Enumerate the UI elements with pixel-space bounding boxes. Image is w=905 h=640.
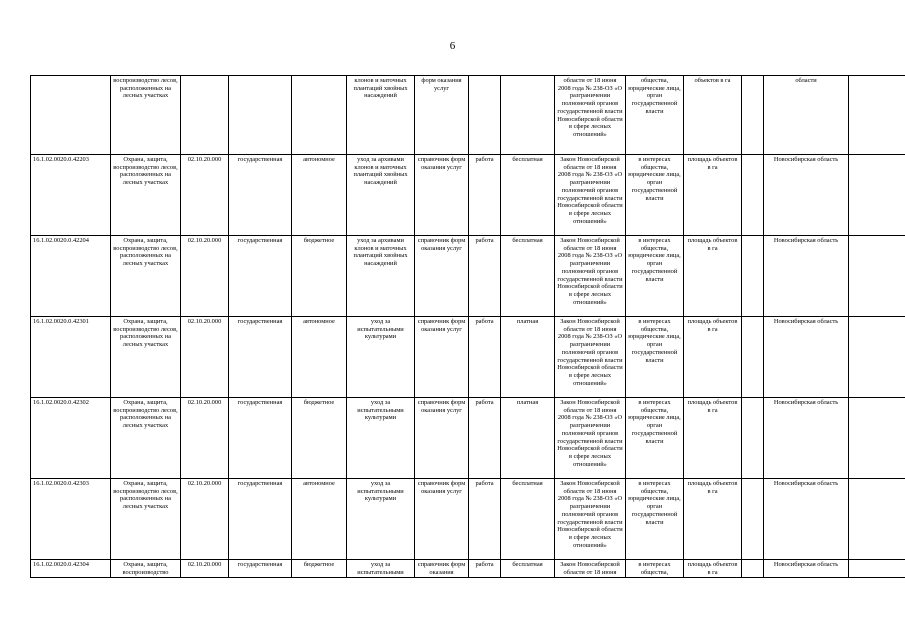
cell-indicator: площадь объектов в га (684, 479, 742, 560)
cell-institution: автономное (292, 155, 347, 236)
table-row (31, 479, 905, 560)
cell-service: Охрана, защита, воспроизводство (111, 560, 181, 578)
cell-code (31, 76, 111, 155)
cell-service: Охрана, защита, воспроизводство лесов, расположенных на лесных участках (111, 398, 181, 479)
cell-type: работа (469, 560, 501, 578)
cell-consumers: в интересах общества, юридические лица, орган государственной власти (626, 317, 684, 398)
cell-ownership: государственная (229, 317, 292, 398)
cell-indicator: площадь объектов в га (684, 236, 742, 317)
cell-blank2 (849, 76, 905, 155)
cell-okved: 02.10.20.000 (181, 479, 229, 560)
cell-payment: платная (501, 317, 555, 398)
cell-ownership (229, 76, 292, 155)
cell-type (469, 76, 501, 155)
cell-region: Новосибирская область (764, 560, 849, 578)
cell-law: Закон Новосибирской области от 18 июня 2008 года № 238-ОЗ «О разграничении полномочий органов государственной власти Новосибирской области в сфере лесных отношений» (555, 398, 626, 479)
cell-form: справочник форм оказания услуг (415, 236, 469, 317)
cell-type: работа (469, 398, 501, 479)
cell-region: Новосибирская область (764, 236, 849, 317)
cell-blank2 (849, 398, 905, 479)
cell-institution (292, 76, 347, 155)
table-row (31, 560, 905, 578)
services-registry-table (30, 75, 905, 578)
cell-blank1 (742, 398, 764, 479)
cell-ownership: государственная (229, 155, 292, 236)
cell-form: справочник форм оказания услуг (415, 155, 469, 236)
cell-consumers: общества, юридические лица, орган государственной власти (626, 76, 684, 155)
cell-ownership: государственная (229, 236, 292, 317)
cell-service: Охрана, защита, воспроизводство лесов, расположенных на лесных участках (111, 236, 181, 317)
cell-law: Закон Новосибирской области от 18 июня 2008 года № 238-ОЗ «О разграничении полномочий органов государственной власти Новосибирской области в сфере лесных отношений» (555, 155, 626, 236)
cell-okved: 02.10.20.000 (181, 155, 229, 236)
table-row (31, 155, 905, 236)
cell-indicator: площадь объектов в га (684, 317, 742, 398)
cell-activity: клонов и маточных плантаций хвойных насаждений (347, 76, 415, 155)
cell-code: 16.1.02.0020.0.42203 (31, 155, 111, 236)
cell-activity: уход за архивами клонов и маточных плантаций хвойных насаждений (347, 236, 415, 317)
cell-activity: уход за испытательными культурами (347, 479, 415, 560)
cell-consumers: в интересах общества, юридические лица, орган государственной власти (626, 479, 684, 560)
cell-okved: 02.10.20.000 (181, 398, 229, 479)
cell-blank2 (849, 560, 905, 578)
cell-region: Новосибирская область (764, 155, 849, 236)
cell-activity: уход за архивами клонов и маточных плантаций хвойных насаждений (347, 155, 415, 236)
cell-law: Закон Новосибирской области от 18 июня 2008 года № 238-ОЗ «О разграничении полномочий органов государственной власти Новосибирской области в сфере лесных отношений» (555, 479, 626, 560)
cell-blank1 (742, 317, 764, 398)
cell-payment: бесплатная (501, 155, 555, 236)
cell-activity: уход за испытательными (347, 560, 415, 578)
cell-indicator: площадь объектов в га (684, 155, 742, 236)
cell-blank2 (849, 317, 905, 398)
cell-institution: автономное (292, 317, 347, 398)
cell-law: Закон Новосибирской области от 18 июня 2008 года № 238-ОЗ «О разграничении полномочий органов государственной власти Новосибирской области в сфере лесных отношений» (555, 317, 626, 398)
cell-service: воспроизводство лесов, расположенных на лесных участках (111, 76, 181, 155)
cell-institution: бюджетное (292, 236, 347, 317)
cell-type: работа (469, 317, 501, 398)
cell-law: Закон Новосибирской области от 18 июня (555, 560, 626, 578)
cell-consumers: в интересах общества, юридические лица, орган государственной власти (626, 236, 684, 317)
cell-region: области (764, 76, 849, 155)
cell-law: области от 18 июня 2008 года № 238-ОЗ «О разграничении полномочий органов государственной власти Новосибирской области в сфере лесных отношений» (555, 76, 626, 155)
cell-institution: бюджетное (292, 398, 347, 479)
cell-code: 16.1.02.0020.0.42304 (31, 560, 111, 578)
cell-indicator: площадь объектов в га (684, 560, 742, 578)
cell-okved: 02.10.20.000 (181, 560, 229, 578)
cell-payment: бесплатная (501, 560, 555, 578)
cell-payment (501, 76, 555, 155)
table-row (31, 398, 905, 479)
cell-okved (181, 76, 229, 155)
cell-activity: уход за испытательными культурами (347, 398, 415, 479)
cell-payment: платная (501, 398, 555, 479)
registry-table-body (31, 76, 905, 578)
cell-region: Новосибирская область (764, 398, 849, 479)
cell-form: форм оказания услуг (415, 76, 469, 155)
cell-payment: бесплатная (501, 479, 555, 560)
cell-blank2 (849, 479, 905, 560)
cell-type: работа (469, 236, 501, 317)
cell-blank1 (742, 76, 764, 155)
cell-service: Охрана, защита, воспроизводство лесов, расположенных на лесных участках (111, 479, 181, 560)
cell-form: справочник форм оказания услуг (415, 317, 469, 398)
table-row (31, 236, 905, 317)
cell-ownership: государственная (229, 479, 292, 560)
cell-blank1 (742, 560, 764, 578)
cell-code: 16.1.02.0020.0.42302 (31, 398, 111, 479)
cell-ownership: государственная (229, 398, 292, 479)
cell-blank2 (849, 155, 905, 236)
cell-indicator: площадь объектов в га (684, 398, 742, 479)
cell-indicator: объектов в га (684, 76, 742, 155)
cell-form: справочник форм оказания услуг (415, 479, 469, 560)
cell-region: Новосибирская область (764, 479, 849, 560)
cell-okved: 02.10.20.000 (181, 236, 229, 317)
cell-type: работа (469, 479, 501, 560)
cell-code: 16.1.02.0020.0.42303 (31, 479, 111, 560)
cell-law: Закон Новосибирской области от 18 июня 2008 года № 238-ОЗ «О разграничении полномочий органов государственной власти Новосибирской области в сфере лесных отношений» (555, 236, 626, 317)
cell-type: работа (469, 155, 501, 236)
cell-consumers: в интересах общества, юридические лица, орган государственной власти (626, 155, 684, 236)
cell-ownership: государственная (229, 560, 292, 578)
page-number: 6 (449, 40, 456, 52)
table-row (31, 76, 905, 155)
cell-blank2 (849, 236, 905, 317)
table-row (31, 317, 905, 398)
cell-form: справочник форм оказания услуг (415, 398, 469, 479)
cell-code: 16.1.02.0020.0.42204 (31, 236, 111, 317)
cell-payment: бесплатная (501, 236, 555, 317)
cell-okved: 02.10.20.000 (181, 317, 229, 398)
cell-institution: бюджетное (292, 560, 347, 578)
cell-blank1 (742, 479, 764, 560)
cell-consumers: в интересах общества, (626, 560, 684, 578)
cell-activity: уход за испытательными культурами (347, 317, 415, 398)
cell-institution: автономное (292, 479, 347, 560)
cell-blank1 (742, 236, 764, 317)
cell-service: Охрана, защита, воспроизводство лесов, расположенных на лесных участках (111, 317, 181, 398)
cell-form: справочник форм оказания (415, 560, 469, 578)
cell-consumers: в интересах общества, юридические лица, орган государственной власти (626, 398, 684, 479)
cell-code: 16.1.02.0020.0.42301 (31, 317, 111, 398)
cell-region: Новосибирская область (764, 317, 849, 398)
cell-service: Охрана, защита, воспроизводство лесов, расположенных на лесных участках (111, 155, 181, 236)
cell-blank1 (742, 155, 764, 236)
